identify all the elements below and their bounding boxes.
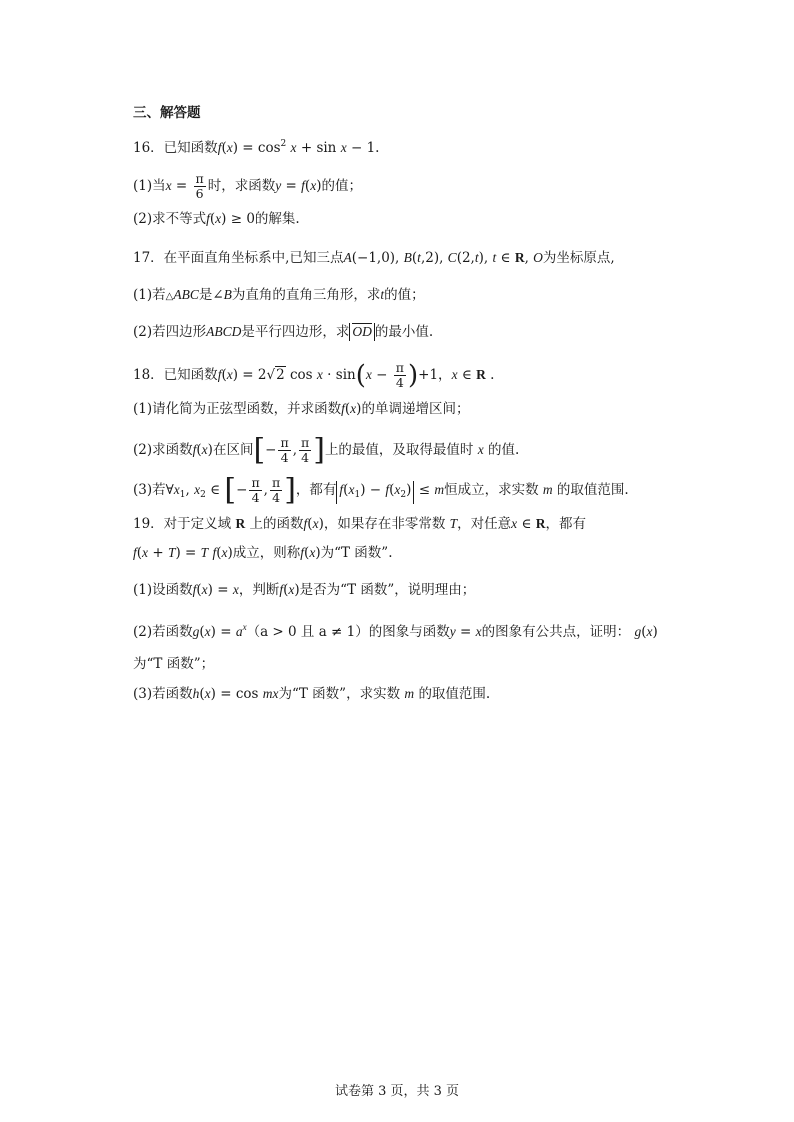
question-18-part-1: (1)请化简为正弦型函数，并求函数f(x)的单调递增区间； — [133, 401, 470, 417]
question-17-stem: 17．在平面直角坐标系中,已知三点A(−1,0), B(t,2), C(2,t), t ∈ R, O为坐标原点, — [133, 250, 615, 266]
question-19-part-3: (3)若函数h(x) = cos mx为“T 函数”，求实数 m 的取值范围. — [133, 686, 491, 702]
question-19-definition: f(x + T) = T f(x)成立，则称f(x)为“T 函数”. — [133, 545, 393, 561]
question-17-part-2: (2)若四边形ABCD是平行四边形，求 OD 的最小值. — [133, 324, 434, 340]
question-16-part-1: (1)当x = $\frac{\pi}{6}$ 时，求函数y = f(x)的值； — [133, 171, 362, 201]
question-18-stem: 18．已知函数f(x) = 2√2 cos x · sin(x − $\frac{\pi}{4}$ )+1，x ∈ R . — [133, 360, 495, 391]
section-title: 三、解答题 — [133, 105, 201, 121]
page-footer: 试卷第 3 页，共 3 页 — [334, 1084, 460, 1099]
question-17-part-1: (1)若△ABC是∠B为直角的直角三角形，求t的值； — [133, 287, 425, 303]
question-19-part-2-cont: 为“T 函数”； — [133, 656, 215, 672]
question-18-part-2: (2)求函数f(x)在区间[− $\frac{\pi}{4}$ , $\frac{\pi}{4}$ ]上的最值，及取得最值时 x 的值. — [133, 432, 520, 468]
question-19-stem: 19．对于定义域 R 上的函数f(x)，如果存在非零常数 T，对任意x ∈ R，都有 — [133, 516, 586, 532]
question-16-part-2: (2)求不等式f(x) ≥ 0的解集. — [133, 211, 300, 227]
question-16-stem: 16．已知函数$f(x) = \cos^2 x + \sin x - 1$. — [133, 139, 380, 156]
question-19-part-1: (1)设函数f(x) = x，判断f(x)是否为“T 函数”，说明理由； — [133, 582, 476, 598]
question-19-part-2: (2)若函数$g(x) = a^x(a > 0$ 且 a ≠ 1）的图象与函数y = x的图象有公共点，证明： g(x) — [133, 622, 658, 640]
question-18-part-3: (3)若$\forall x_1$, $x_2$ ∈ [− $\frac{\pi}{4}$ , $\frac{\pi}{4}$ ]，都有 $f(x_1) - f(x_2) \le m$恒成立，求实数 m 的取值范围. — [133, 472, 629, 508]
